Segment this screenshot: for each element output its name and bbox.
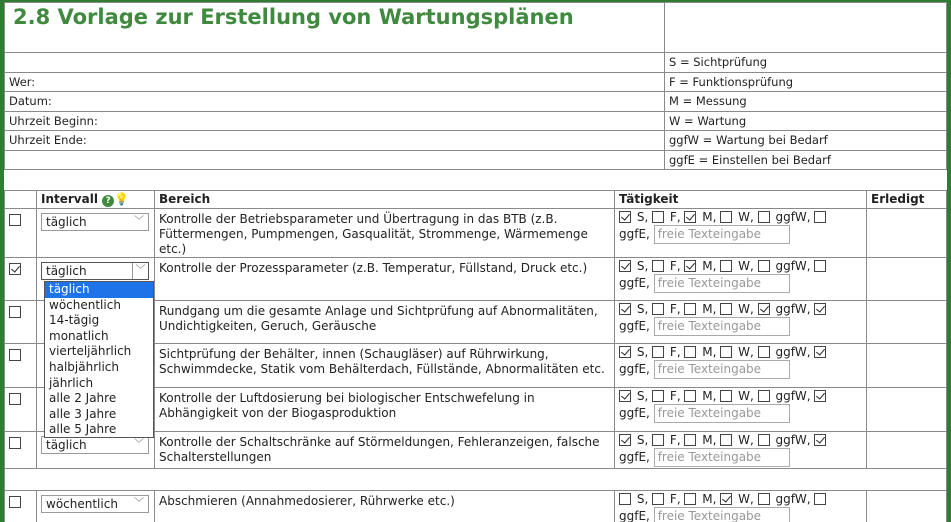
spacer-cell xyxy=(5,469,947,491)
row-check-cell xyxy=(5,432,37,469)
row-taetigkeit xyxy=(615,388,867,432)
activity-w-label: W, xyxy=(738,433,754,447)
activity-m-checkbox[interactable] xyxy=(684,434,696,446)
activity-ggfe-label: ggfE, xyxy=(619,319,650,333)
row-interval-cell xyxy=(37,491,155,522)
free-text-input[interactable]: freie Texteingabe xyxy=(654,507,790,522)
activity-w-checkbox[interactable] xyxy=(720,434,732,446)
activity-w-checkbox[interactable] xyxy=(720,260,732,272)
header-blank-2 xyxy=(5,150,665,170)
row-check-cell xyxy=(5,388,37,432)
col-bereich: Bereich xyxy=(155,191,615,209)
interval-dropdown-list[interactable] xyxy=(44,281,154,438)
activity-ggfw-label: ggfW, xyxy=(775,492,810,506)
row-checkbox[interactable] xyxy=(9,393,21,405)
activity-s-checkbox[interactable] xyxy=(619,211,631,223)
table-row xyxy=(5,209,947,258)
interval-value: wöchentlich xyxy=(46,497,118,511)
chevron-down-icon: ﹀ xyxy=(134,496,144,512)
bereich-text: Kontrolle der Luftdosierung bei biologischer Entschwefelung in Abhängigkeit von der Biogasproduktion xyxy=(159,391,535,420)
activity-f-label: F, xyxy=(670,210,681,224)
activity-m-checkbox[interactable] xyxy=(684,211,696,223)
row-erledigt[interactable] xyxy=(867,209,947,258)
activity-f-label: F, xyxy=(670,389,681,403)
interval-value: täglich xyxy=(46,438,87,452)
legend-empty xyxy=(665,3,947,53)
activity-f-checkbox[interactable] xyxy=(652,303,664,315)
col-check xyxy=(5,191,37,209)
row-erledigt[interactable] xyxy=(867,344,947,388)
field-datum[interactable]: Datum: xyxy=(5,92,665,112)
legend-m: M = Messung xyxy=(665,92,947,112)
legend-ggfw: ggfW = Wartung bei Bedarf xyxy=(665,131,947,151)
activity-w-checkbox[interactable] xyxy=(720,493,732,505)
row-taetigkeit xyxy=(615,491,867,522)
help-icon[interactable]: ? xyxy=(102,195,114,207)
free-text-input[interactable]: freie Texteingabe xyxy=(654,404,790,423)
activity-m-label: M, xyxy=(702,302,716,316)
activity-ggfe-label: ggfE, xyxy=(619,406,650,420)
row-erledigt[interactable] xyxy=(867,491,947,522)
activity-m-label: M, xyxy=(702,389,716,403)
page-title: 2.8 Vorlage zur Erstellung von Wartungsplänen xyxy=(9,3,660,31)
activity-ggfw-label: ggfW, xyxy=(775,210,810,224)
activity-m-checkbox[interactable] xyxy=(684,390,696,402)
chevron-down-icon: ﹀ xyxy=(132,263,148,279)
activity-f-label: F, xyxy=(670,302,681,316)
dropdown-option[interactable]: alle 5 Jahre xyxy=(45,422,153,438)
activity-ggfw-label: ggfW, xyxy=(775,433,810,447)
dropdown-option[interactable]: halbjährlich xyxy=(45,360,153,376)
activity-s-label: S, xyxy=(637,210,648,224)
row-bereich xyxy=(155,432,615,469)
dropdown-option[interactable]: alle 3 Jahre xyxy=(45,407,153,423)
activity-ggfw-label: ggfW, xyxy=(775,302,810,316)
dropdown-option[interactable]: vierteljährlich xyxy=(45,344,153,360)
free-text-input[interactable]: freie Texteingabe xyxy=(654,225,790,244)
activity-m-label: M, xyxy=(702,492,716,506)
activity-w-label: W, xyxy=(738,259,754,273)
interval-select[interactable] xyxy=(41,262,149,280)
bereich-text: Sichtprüfung der Behälter, innen (Schaugläser) auf Rührwirkung, Schwimmdecke, Statik vom Behälterdach, Füllstände, Abnormalitäten etc. xyxy=(159,347,605,376)
activity-ggfw-checkbox[interactable] xyxy=(758,303,770,315)
activity-ggfe-label: ggfE, xyxy=(619,450,650,464)
bereich-text: Kontrolle der Betriebsparameter und Übertragung in das BTB (z.B. Füttermengen, Pumpmengen, Gasqualität, Strommenge, Wärmemenge etc.) xyxy=(159,212,588,256)
chevron-down-icon: ﹀ xyxy=(134,437,144,453)
row-checkbox[interactable] xyxy=(9,306,21,318)
col-intervall xyxy=(37,191,155,209)
interval-select[interactable] xyxy=(41,495,149,513)
activity-f-checkbox[interactable] xyxy=(652,211,664,223)
activity-s-label: S, xyxy=(637,492,648,506)
activity-ggfw-checkbox[interactable] xyxy=(758,211,770,223)
row-checkbox[interactable] xyxy=(9,263,21,275)
lightbulb-icon[interactable]: 💡 xyxy=(114,192,129,206)
activity-m-label: M, xyxy=(702,210,716,224)
activity-w-label: W, xyxy=(738,345,754,359)
row-check-cell xyxy=(5,491,37,522)
col-intervall-label: Intervall xyxy=(41,192,98,206)
activity-s-checkbox[interactable] xyxy=(619,303,631,315)
activity-ggfw-label: ggfW, xyxy=(775,259,810,273)
dropdown-option[interactable]: jährlich xyxy=(45,376,153,392)
row-checkbox[interactable] xyxy=(9,437,21,449)
row-check-cell xyxy=(5,209,37,258)
col-erledigt: Erledigt xyxy=(867,191,947,209)
activity-w-checkbox[interactable] xyxy=(720,211,732,223)
row-bereich xyxy=(155,388,615,432)
activity-f-checkbox[interactable] xyxy=(652,434,664,446)
activity-s-checkbox[interactable] xyxy=(619,434,631,446)
activity-ggfe-checkbox[interactable] xyxy=(814,211,826,223)
free-text-input[interactable]: freie Texteingabe xyxy=(654,317,790,336)
activity-ggfe-checkbox[interactable] xyxy=(814,493,826,505)
header-table xyxy=(4,2,947,170)
activity-ggfw-checkbox[interactable] xyxy=(758,493,770,505)
legend-w: W = Wartung xyxy=(665,111,947,131)
title-cell xyxy=(5,3,665,53)
row-erledigt[interactable] xyxy=(867,301,947,344)
activity-ggfw-checkbox[interactable] xyxy=(758,346,770,358)
spacer-row xyxy=(5,469,947,491)
activity-ggfe-checkbox[interactable] xyxy=(814,303,826,315)
activity-f-checkbox[interactable] xyxy=(652,493,664,505)
activity-ggfe-checkbox[interactable] xyxy=(814,434,826,446)
interval-select[interactable] xyxy=(41,436,149,454)
dropdown-option[interactable]: täglich xyxy=(45,282,153,298)
row-checkbox[interactable] xyxy=(9,496,21,508)
activity-f-label: F, xyxy=(670,345,681,359)
header-blank xyxy=(5,53,665,73)
row-check-cell xyxy=(5,301,37,344)
activity-ggfw-label: ggfW, xyxy=(775,345,810,359)
interval-value: täglich xyxy=(46,215,87,229)
free-text-input[interactable]: freie Texteingabe xyxy=(654,448,790,467)
activity-s-checkbox[interactable] xyxy=(619,493,631,505)
row-bereich xyxy=(155,491,615,522)
dropdown-option[interactable]: monatlich xyxy=(45,329,153,345)
row-interval-cell xyxy=(37,209,155,258)
table-header-row xyxy=(5,191,947,209)
row-check-cell xyxy=(5,344,37,388)
field-wer[interactable]: Wer: xyxy=(5,72,665,92)
interval-select[interactable] xyxy=(41,213,149,231)
activity-f-label: F, xyxy=(670,259,681,273)
legend-ggfe: ggfE = Einstellen bei Bedarf xyxy=(665,150,947,170)
activity-m-label: M, xyxy=(702,345,716,359)
row-erledigt[interactable] xyxy=(867,432,947,469)
row-taetigkeit xyxy=(615,258,867,301)
activity-w-label: W, xyxy=(738,210,754,224)
row-taetigkeit xyxy=(615,344,867,388)
activity-w-label: W, xyxy=(738,492,754,506)
free-text-input[interactable]: freie Texteingabe xyxy=(654,274,790,293)
field-uhrzeit-ende[interactable]: Uhrzeit Ende: xyxy=(5,131,665,151)
activity-ggfe-checkbox[interactable] xyxy=(814,346,826,358)
row-bereich xyxy=(155,209,615,258)
activity-w-label: W, xyxy=(738,302,754,316)
dropdown-option[interactable]: 14-tägig xyxy=(45,313,153,329)
activity-w-checkbox[interactable] xyxy=(720,346,732,358)
dropdown-option[interactable]: alle 2 Jahre xyxy=(45,391,153,407)
row-taetigkeit xyxy=(615,432,867,469)
activity-ggfe-label: ggfE, xyxy=(619,276,650,290)
bereich-text: Abschmieren (Annahmedosierer, Rührwerke etc.) xyxy=(159,494,455,508)
chevron-down-icon: ﹀ xyxy=(134,214,144,230)
activity-s-checkbox[interactable] xyxy=(619,260,631,272)
bereich-text: Kontrolle der Prozessparameter (z.B. Temperatur, Füllstand, Druck etc.) xyxy=(159,261,587,275)
activity-w-checkbox[interactable] xyxy=(720,390,732,402)
legend-s: S = Sichtprüfung xyxy=(665,53,947,73)
activity-ggfe-label: ggfE, xyxy=(619,227,650,241)
bereich-text: Rundgang um die gesamte Anlage und Sichtprüfung auf Abnormalitäten, Undichtigkeiten, Geruch, Geräusche xyxy=(159,304,598,333)
activity-s-label: S, xyxy=(637,389,648,403)
activity-s-label: S, xyxy=(637,302,648,316)
activity-ggfe-label: ggfE, xyxy=(619,362,650,376)
activity-m-checkbox[interactable] xyxy=(684,346,696,358)
activity-ggfe-checkbox[interactable] xyxy=(814,390,826,402)
activity-f-checkbox[interactable] xyxy=(652,260,664,272)
row-taetigkeit xyxy=(615,209,867,258)
activity-m-label: M, xyxy=(702,433,716,447)
field-uhrzeit-beginn[interactable]: Uhrzeit Beginn: xyxy=(5,111,665,131)
interval-value: täglich xyxy=(46,264,87,278)
activity-m-checkbox[interactable] xyxy=(684,493,696,505)
activity-ggfe-checkbox[interactable] xyxy=(814,260,826,272)
activity-s-label: S, xyxy=(637,345,648,359)
activity-w-checkbox[interactable] xyxy=(720,303,732,315)
activity-w-label: W, xyxy=(738,389,754,403)
row-check-cell xyxy=(5,258,37,301)
activity-f-checkbox[interactable] xyxy=(652,346,664,358)
row-bereich xyxy=(155,258,615,301)
col-taetigkeit: Tätigkeit xyxy=(615,191,867,209)
legend-f: F = Funktionsprüfung xyxy=(665,72,947,92)
activity-ggfe-label: ggfE, xyxy=(619,509,650,522)
row-checkbox[interactable] xyxy=(9,349,21,361)
activity-ggfw-checkbox[interactable] xyxy=(758,434,770,446)
activity-f-label: F, xyxy=(670,433,681,447)
row-bereich xyxy=(155,344,615,388)
activity-m-checkbox[interactable] xyxy=(684,303,696,315)
page-frame xyxy=(4,2,947,522)
dropdown-option[interactable]: wöchentlich xyxy=(45,298,153,314)
row-taetigkeit xyxy=(615,301,867,344)
activity-ggfw-label: ggfW, xyxy=(775,389,810,403)
free-text-input[interactable]: freie Texteingabe xyxy=(654,360,790,379)
row-checkbox[interactable] xyxy=(9,214,21,226)
activity-s-label: S, xyxy=(637,259,648,273)
activity-s-checkbox[interactable] xyxy=(619,390,631,402)
activity-s-label: S, xyxy=(637,433,648,447)
activity-ggfw-checkbox[interactable] xyxy=(758,390,770,402)
row-bereich xyxy=(155,301,615,344)
activity-m-label: M, xyxy=(702,259,716,273)
activity-ggfw-checkbox[interactable] xyxy=(758,260,770,272)
activity-f-label: F, xyxy=(670,492,681,506)
row-erledigt[interactable] xyxy=(867,388,947,432)
table-row xyxy=(5,491,947,522)
activity-f-checkbox[interactable] xyxy=(652,390,664,402)
activity-s-checkbox[interactable] xyxy=(619,346,631,358)
bereich-text: Kontrolle der Schaltschränke auf Störmeldungen, Fehleranzeigen, falsche Schalterstellungen xyxy=(159,435,600,464)
activity-m-checkbox[interactable] xyxy=(684,260,696,272)
row-erledigt[interactable] xyxy=(867,258,947,301)
